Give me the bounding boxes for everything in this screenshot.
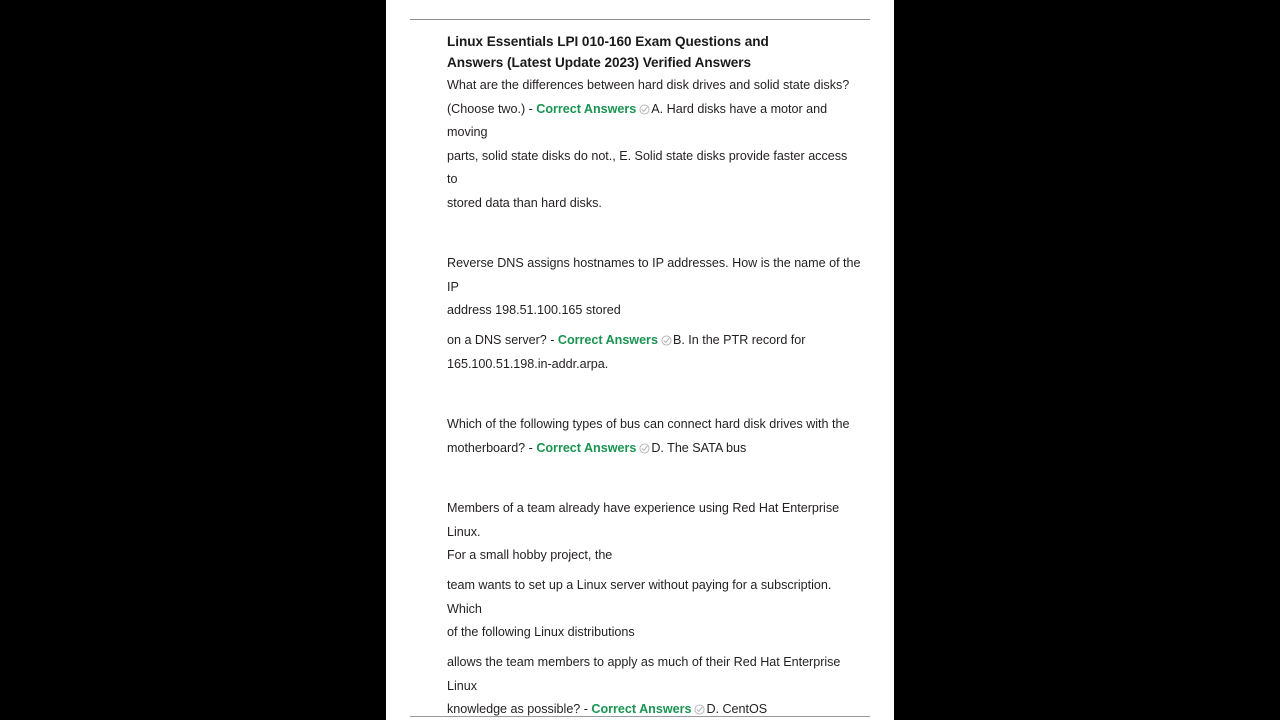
qa-text: (Choose two.) -: [447, 101, 537, 116]
qa-text: stored data than hard disks.: [447, 195, 602, 210]
circled-check-icon: [639, 104, 650, 115]
qa-line: [447, 145, 861, 192]
letterbox-left: [0, 0, 386, 720]
correct-answers-label: Correct Answers: [536, 440, 637, 455]
qa-line: [447, 192, 861, 216]
circled-check-icon: [694, 704, 705, 715]
qa-block: [447, 413, 861, 460]
qa-line: [447, 353, 861, 377]
qa-text: address 198.51.100.165 stored: [447, 303, 621, 318]
qa-list: [447, 74, 861, 720]
qa-line: [447, 74, 861, 98]
qa-block: [447, 497, 861, 720]
qa-line: [447, 651, 861, 698]
answer-text: D. CentOS: [706, 702, 768, 717]
qa-text: team wants to set up a Linux server without paying for a subscription. Which: [447, 578, 832, 616]
qa-line: [447, 544, 861, 568]
footer-rule: [410, 716, 870, 717]
letterbox-right: [894, 0, 1280, 720]
qa-line: [447, 299, 861, 323]
answer-text: B. In the PTR record for: [672, 333, 806, 348]
qa-line: [447, 437, 861, 461]
answer-text: D. The SATA bus: [651, 440, 747, 455]
qa-line: [447, 574, 861, 621]
qa-text: Members of a team already have experience using Red Hat Enterprise Linux.: [447, 501, 840, 539]
document-content: [447, 32, 861, 720]
qa-text: motherboard? -: [447, 440, 537, 455]
qa-text: of the following Linux distributions: [447, 625, 635, 640]
qa-line: [447, 621, 861, 645]
correct-answers-label: Correct Answers: [591, 702, 692, 717]
qa-block: [447, 252, 861, 376]
correct-answers-label: Correct Answers: [557, 333, 658, 348]
qa-text: parts, solid state disks do not., E. Solid state disks provide faster access to: [447, 148, 848, 187]
qa-line: [447, 413, 861, 437]
page-title: Linux Essentials LPI 010-160 Exam Questions and Answers (Latest Update 2023) Verified Answers: [447, 34, 769, 70]
qa-text: knowledge as possible? -: [447, 702, 592, 717]
circled-check-icon: [639, 443, 650, 454]
qa-text: 165.100.51.198.in-addr.arpa.: [447, 356, 609, 371]
qa-text: Which of the following types of bus can connect hard disk drives with the: [447, 417, 850, 432]
qa-line: [447, 252, 861, 299]
qa-text: What are the differences between hard disk drives and solid state disks?: [447, 78, 850, 93]
correct-answers-label: Correct Answers: [536, 101, 637, 116]
qa-text: on a DNS server? -: [447, 333, 558, 348]
qa-line: [447, 98, 861, 145]
qa-block: [447, 74, 861, 215]
qa-text: allows the team members to apply as much of their Red Hat Enterprise Linux: [447, 655, 841, 693]
document-page: [386, 0, 894, 720]
circled-check-icon: [661, 335, 672, 346]
qa-text: For a small hobby project, the: [447, 548, 613, 563]
qa-line: [447, 497, 861, 544]
qa-line: [447, 329, 861, 353]
header-rule: [410, 19, 870, 20]
answer-text: A. Hard disks have a motor and moving: [447, 101, 828, 140]
qa-text: Reverse DNS assigns hostnames to IP addresses. How is the name of the IP: [447, 256, 861, 294]
